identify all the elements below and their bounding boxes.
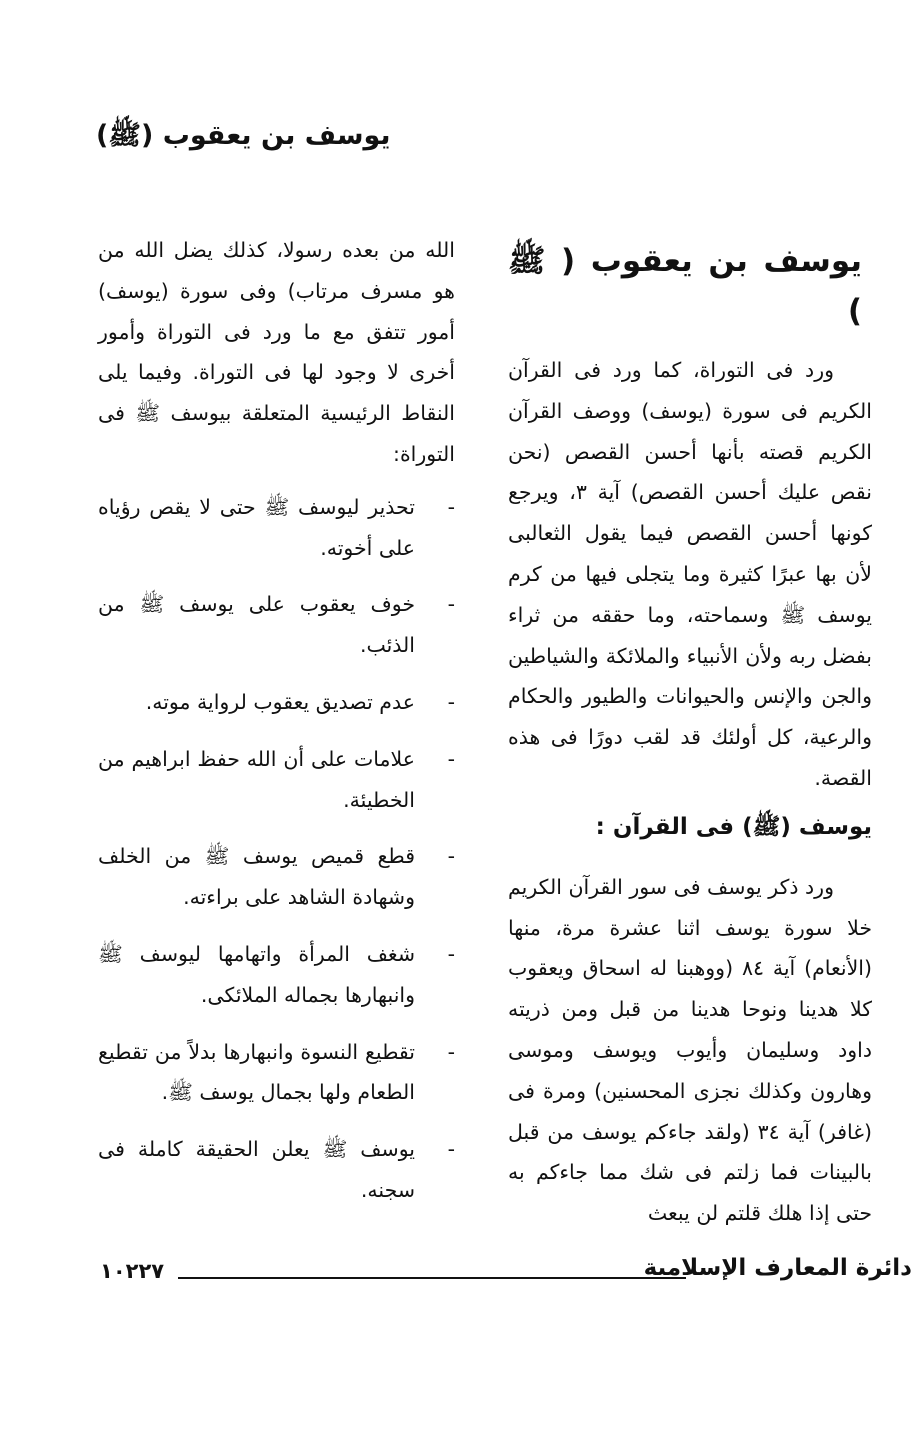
list-dash: - [447,494,455,519]
list-item-text: قطع قميص يوسف ﷺ من الخلف وشهادة الشاهد على براءته. [98,844,415,910]
list-dash: - [447,592,455,617]
list-dash: - [447,746,455,771]
right-column [508,230,872,1234]
list-dash: - [447,1137,455,1162]
list-dash: - [447,941,455,966]
torah-points-list [98,487,455,1211]
page-number: ١٠٢٢٧ [100,1259,165,1283]
footer-rule [178,1277,686,1279]
list-item [98,487,455,569]
list-item [98,739,455,821]
left-column [98,230,455,1227]
list-dash: - [447,689,455,714]
article-heading: يوسف بن يعقوب ( ﷺ ) [508,243,862,329]
list-item [98,1032,455,1114]
list-item-text: تحذير ليوسف ﷺ حتى لا يقص رؤياه على أخوته. [98,494,415,560]
list-item [98,1129,455,1211]
list-item-text: يوسف ﷺ يعلن الحقيقة كاملة فى سجنه. [98,1137,415,1202]
footer-title: دائرة المعارف الإسلامية [643,1255,912,1281]
list-dash: - [447,844,455,869]
list-item [98,934,455,1016]
quran-paragraph: ورد ذكر يوسف فى سور القرآن الكريم خلا سورة يوسف اثنا عشرة مرة، منها (الأنعام) آية ٨٤ (ووهبنا له اسحاق ويعقوب كلا هدينا ونوحا هدينا من قبل ومن ذريته داود وسليمان وأيوب ويوسف وموسى وهارون وكذلك نجزى المحسنين) ومرة فى (غافر) آية ٣٤ (ولقد جاءكم يوسف من قبل بالبينات فما زلتم فى شك مما جاءكم به حتى إذا هلك قلتم لن يبعث [508,874,873,1226]
list-item [98,584,455,666]
list-item [98,682,455,723]
list-item [98,836,455,918]
section-subheading: يوسف (ﷺ) فى القرآن : [595,813,872,840]
continuation-paragraph: الله من بعده رسولا، كذلك يضل الله من هو مسرف مرتاب) وفى سورة (يوسف) أمور تتفق مع ما ورد فى التوراة وأمور أخرى لا وجود لها فى التوراة. وفيما يلى النقاط الرئيسية المتعلقة بيوسف ﷺ فى التوراة: [98,238,455,466]
list-dash: - [447,1039,455,1064]
list-item-text: علامات على أن الله حفظ ابراهيم من الخطيئة. [98,746,415,812]
list-item-text: عدم تصديق يعقوب لرواية موته. [145,689,415,714]
page-footer [100,1255,912,1295]
intro-paragraph: ورد فى التوراة، كما ورد فى القرآن الكريم فى سورة (يوسف) ووصف القرآن الكريم قصته بأنها أحسن القصص (نحن نقص عليك أحسن القصص) آية ٣، ويرجع كونها أحسن القصص فيما يقول الثعالبى لأن بها عبرًا كثيرة وما يتجلى فيها من كرم يوسف ﷺ وسماحته، وما حققه من ثراء بفضل ربه ولأن الأنبياء والملائكة والشياطين والجن والإنس والحيوانات والطيور والحكام والرعية، كل أولئك قد لقب دورًا فى هذه القصة. [508,358,872,790]
running-head: يوسف بن يعقوب (ﷺ) [96,120,391,151]
list-item-text: تقطيع النسوة وانبهارها بدلاً من تقطيع الطعام ولها بجمال يوسف ﷺ. [98,1039,415,1105]
list-item-text: خوف يعقوب على يوسف ﷺ من الذئب. [98,592,415,658]
list-item-text: شغف المرأة واتهامها ليوسف ﷺ وانبهارها بجماله الملائكى. [98,941,415,1007]
